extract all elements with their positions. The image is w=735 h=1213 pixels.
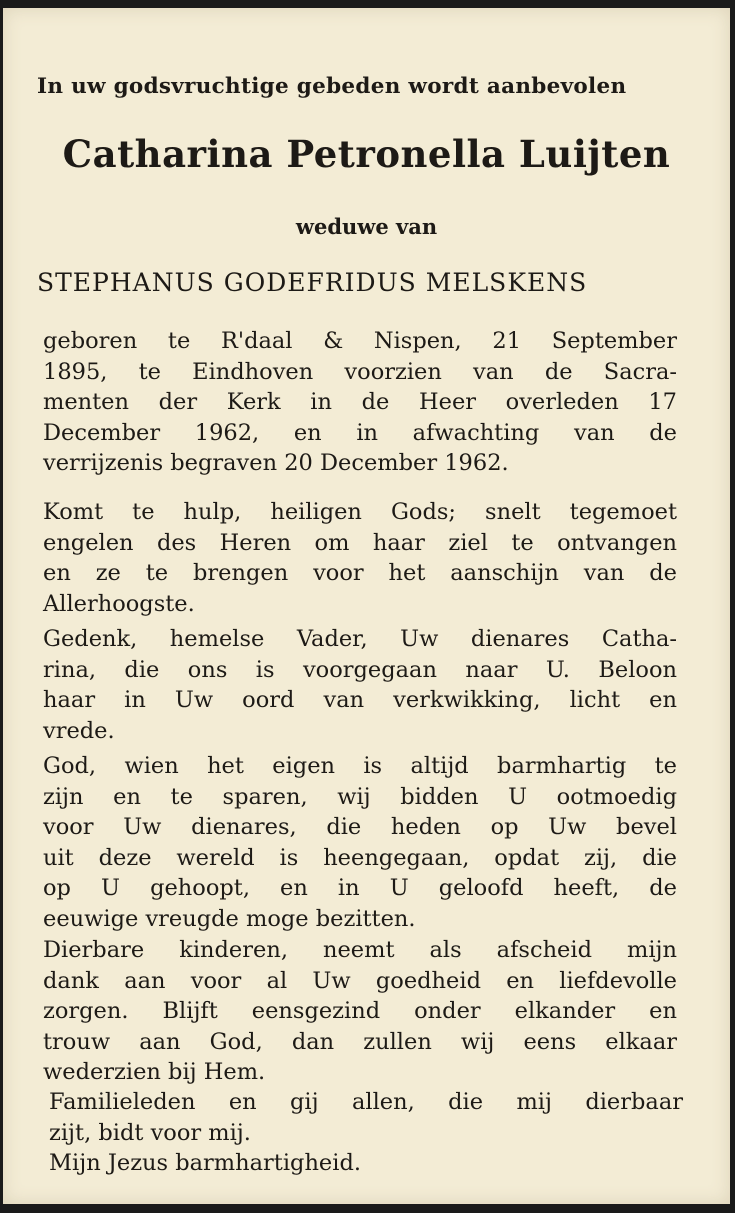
text-line: op U gehoopt, en in U geloofd heeft, de [43, 875, 677, 901]
text-line: 1895, te Eindhoven voorzien van de Sacra- [43, 358, 677, 385]
text-line: engelen des Heren om haar ziel te ontvangen [43, 529, 677, 556]
text-line: zorgen. Blijft eensgezind onder elkander en [43, 998, 677, 1024]
text-line: wederzien bij Hem. [43, 1059, 266, 1085]
biography-paragraph [43, 326, 677, 479]
deceased-name: Catharina Petronella Luijten [62, 132, 671, 176]
husband-name: STEPHANUS GODEFRIDUS MELSKENS [37, 268, 588, 297]
text-line: trouw aan God, dan zullen wij eens elkaar [43, 1028, 677, 1055]
text-line: December 1962, en in afwachting van de [43, 419, 677, 446]
text-line: Mijn Jezus barmhartigheid. [49, 1150, 362, 1176]
text-line: vrede. [43, 717, 115, 744]
widow-of-label: weduwe van [295, 214, 438, 239]
text-line: en ze te brengen voor het aanschijn van de [43, 560, 677, 586]
text-line: zijn en te sparen, wij bidden U ootmoedig [43, 783, 677, 810]
prayer-paragraph-4 [43, 935, 677, 1088]
text-line: zijt, bidt voor mij. [49, 1119, 251, 1146]
text-line: haar in Uw oord van verkwikking, licht en [43, 687, 677, 713]
text-line: rina, die ons is voorgegaan naar U. Beloon [43, 656, 677, 683]
text-line: Gedenk, hemelse Vader, Uw dienares Catha- [43, 626, 677, 652]
text-line: geboren te R'daal & Nispen, 21 September [43, 328, 677, 354]
prayer-paragraph-2 [43, 624, 677, 746]
text-line: menten der Kerk in de Heer overleden 17 [43, 389, 677, 415]
text-line: uit deze wereld is heengegaan, opdat zij, die [43, 844, 677, 871]
intro-line: In uw godsvruchtige gebeden wordt aanbevolen [37, 74, 627, 99]
text-line: voor Uw dienares, die heden op Uw bevel [43, 814, 677, 840]
text-line: God, wien het eigen is altijd barmhartig te [43, 753, 677, 779]
text-line: eeuwige vreugde moge bezitten. [43, 905, 416, 932]
text-line: Dierbare kinderen, neemt als afscheid mijn [43, 937, 677, 963]
text-line: Komt te hulp, heiligen Gods; snelt tegemoet [43, 499, 677, 525]
text-line: Allerhoogste. [43, 590, 195, 617]
memorial-card [3, 8, 730, 1204]
prayer-paragraph-3 [43, 751, 677, 934]
prayer-paragraph-5 [49, 1087, 683, 1179]
text-line: Familieleden en gij allen, die mij dierbaar [49, 1089, 683, 1115]
text-line: dank aan voor al Uw goedheid en liefdevolle [43, 967, 677, 994]
text-line: verrijzenis begraven 20 December 1962. [43, 450, 509, 476]
prayer-paragraph-1 [43, 497, 677, 619]
